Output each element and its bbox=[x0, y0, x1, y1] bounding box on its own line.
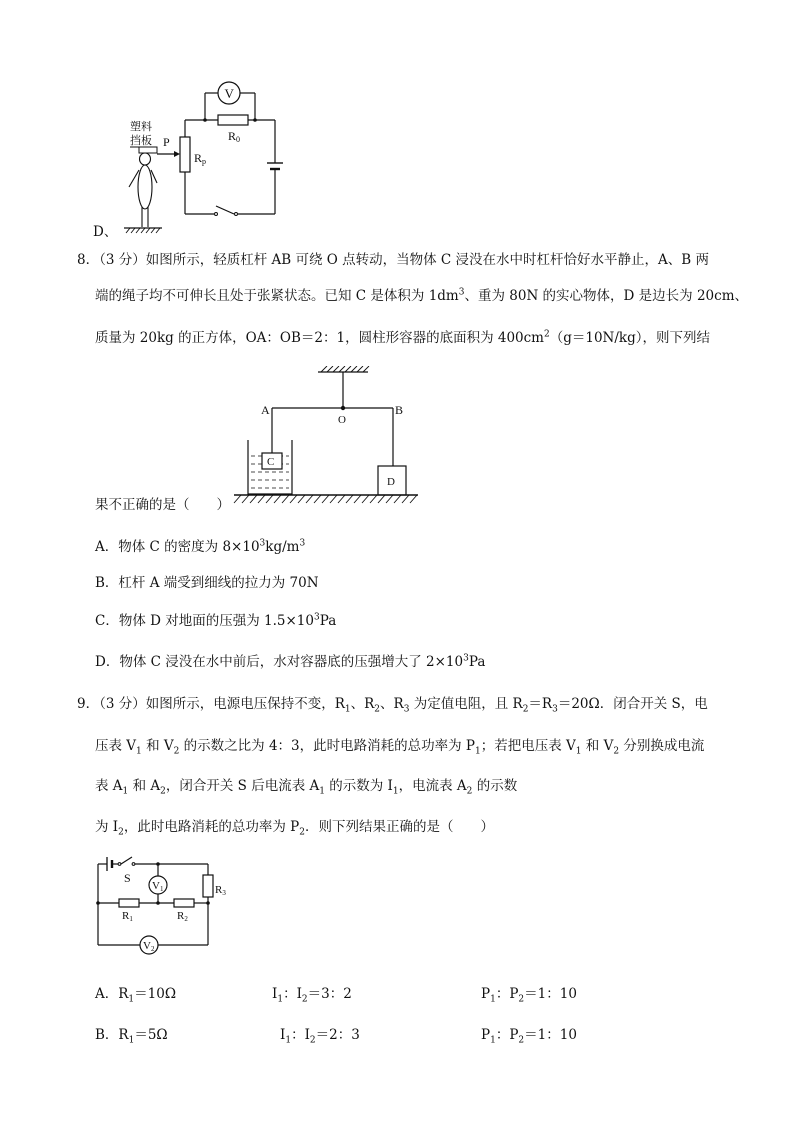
switch-s-label: S bbox=[124, 871, 131, 885]
r1-label: R1 bbox=[122, 910, 133, 923]
q9-option-a-current-ratio: $I_1$：$I_2=3$：2 bbox=[272, 986, 352, 1005]
q8-stem-line2: 端的绳子均不可伸长且处于张紧状态。已知 C 是体积为 $1dm^3$、重为 80N 的实心物体，D 是边长为 20cm、 bbox=[95, 287, 749, 304]
resistor-r2 bbox=[174, 899, 194, 907]
lever-end-b-label: B bbox=[395, 403, 404, 417]
object-c-label: C bbox=[267, 456, 275, 468]
v2-label: V2 bbox=[143, 940, 155, 953]
q8-option-b: B．杠杆 A 端受到细线的拉力为 70N bbox=[95, 575, 319, 591]
pivot-o-label: O bbox=[338, 414, 346, 426]
q8-option-d: D．物体 C 浸没在水中前后，水对容器底的压强增大了 $2\times 10^3Pa$ bbox=[95, 653, 486, 670]
r3-label: R3 bbox=[215, 884, 226, 897]
q8-option-c: C．物体 D 对地面的压强为 $1.5\times 10^3Pa$ bbox=[95, 612, 337, 629]
r0-label: R0 bbox=[228, 129, 241, 144]
q9-stem-line2: 压表 $V_1$ 和 $V_2$ 的示数之比为 4：3，此时电路消耗的总功率为 $P_1$；若把电压表 $V_1$ 和 $V_2$ 分别换成电流 bbox=[95, 738, 705, 757]
q9-option-a-power-ratio: $P_1$：$P_2=1$：10 bbox=[481, 986, 577, 1005]
plastic-label-top: 塑料 bbox=[130, 121, 152, 133]
voltmeter-label: V bbox=[224, 86, 234, 101]
q9-stem-line4: 为 $I_2$，此时电路消耗的总功率为 $P_2$．则下列结果正确的是（ ） bbox=[95, 819, 494, 838]
q7-option-d-circuit-figure bbox=[110, 75, 320, 235]
resistor-r0 bbox=[218, 115, 248, 125]
q8-stem-line1: 8．（3 分）如图所示，轻质杠杆 AB 可绕 O 点转动，当物体 C 浸没在水中时杠杆恰好水平静止，A、B 两 bbox=[77, 252, 709, 268]
q9-stem-line1: 9．（3 分）如图所示，电源电压保持不变，$R_1$、$R_2$、$R_3$ 为定值电阻，且 $R_2=R_3=20\Omega$．闭合开关 S，电 bbox=[77, 696, 708, 715]
person-figure bbox=[129, 147, 157, 227]
rheostat-rp bbox=[180, 137, 190, 172]
q8-stem-line4: 果不正确的是（ ） bbox=[95, 497, 230, 513]
pivot-o bbox=[341, 406, 345, 410]
q9-option-a-r1: A．$R_1=10\Omega$ bbox=[95, 986, 177, 1005]
rp-label: Rp bbox=[194, 151, 207, 166]
resistor-r1 bbox=[119, 899, 139, 907]
q9-stem-line3: 表 $A_1$ 和 $A_2$，闭合开关 S 后电流表 $A_1$ 的示数为 $I_1$，电流表 $A_2$ 的示数 bbox=[95, 778, 518, 797]
q8-stem-line3: 质量为 20kg 的正方体，OA：OB＝2：1，圆柱形容器的底面积为 $400cm^2(g=10N/kg)$，则下列结 bbox=[95, 329, 710, 346]
object-d-label: D bbox=[387, 476, 395, 488]
resistor-r3 bbox=[203, 875, 213, 897]
r2-label: R2 bbox=[177, 910, 188, 923]
q9-circuit-figure bbox=[92, 852, 237, 962]
plastic-label-bottom: 挡板 bbox=[130, 135, 152, 147]
q9-option-b-r1: B．$R_1=5\Omega$ bbox=[95, 1027, 168, 1046]
q8-lever-figure bbox=[230, 366, 425, 508]
q9-option-b-power-ratio: $P_1$：$P_2=1$：10 bbox=[481, 1027, 577, 1046]
q8-option-a: A．物体 C 的密度为 $8\times 10^3kg/m^3$ bbox=[95, 538, 306, 555]
v1-label: V1 bbox=[152, 880, 164, 893]
q7-option-d-label: D、 bbox=[93, 224, 118, 240]
q9-option-b-current-ratio: $I_1$：$I_2=2$：3 bbox=[280, 1027, 360, 1046]
slider-p-label: P bbox=[163, 135, 170, 149]
lever-end-a-label: A bbox=[261, 403, 270, 417]
